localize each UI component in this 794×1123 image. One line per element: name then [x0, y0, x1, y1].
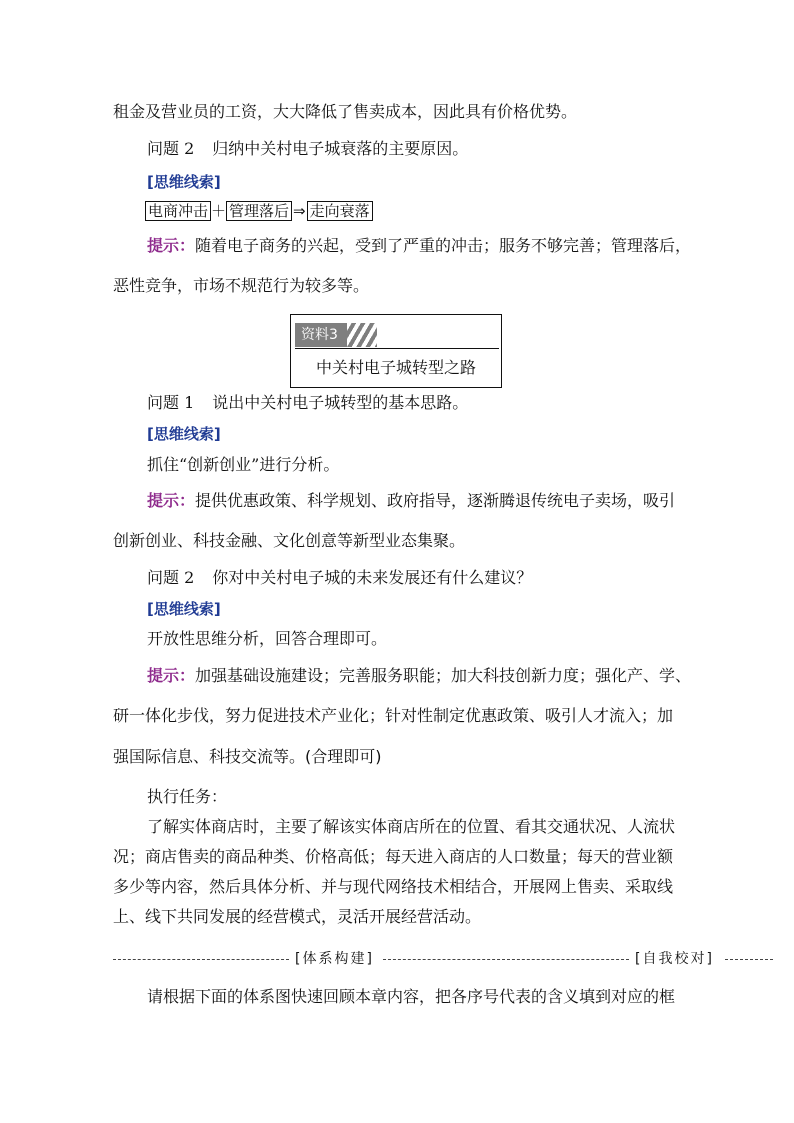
question-label: 问题 2 — [147, 139, 195, 158]
section-tag-self-check: [自我校对] — [631, 948, 718, 970]
clue-text-3: 开放性思维分析，回答合理即可。 — [147, 629, 388, 648]
question-2a — [147, 138, 468, 160]
hint-1-line-1 — [147, 235, 691, 257]
question-text: 归纳中关村电子城衰落的主要原因。 — [212, 139, 469, 158]
clue-label-1: [思维线索] — [147, 173, 221, 191]
final-line: 请根据下面的体系图快速回顾本章内容，把各序号代表的含义填到对应的框 — [147, 987, 676, 1006]
section-tag-system: [体系构建] — [291, 948, 378, 970]
hint-text: 提供优惠政策、科学规划、政府指导，逐渐腾退传统电子卖场，吸引 — [195, 491, 676, 510]
question-label: 问题 1 — [147, 393, 195, 412]
question-2b — [147, 567, 532, 589]
hint-3-line-3: 强国际信息、科技交流等。(合理即可) — [113, 747, 382, 766]
separator-dash — [725, 959, 773, 960]
material-title: 中关村电子城转型之路 — [315, 358, 476, 377]
hint-label: 提示： — [147, 491, 196, 510]
hint-label: 提示： — [147, 236, 196, 255]
hint-2-line-1 — [147, 490, 675, 512]
material-tag-stripes — [347, 323, 377, 347]
section-separator — [113, 948, 773, 970]
material-tag: 资料3 — [295, 323, 371, 347]
clue-label-2: [思维线索] — [147, 425, 221, 443]
hint-text: 加强基础设施建设；完善服务职能；加大科技创新力度；强化产、学、 — [195, 666, 692, 685]
chain-item-management: 管理落后 — [226, 201, 292, 221]
question-label: 问题 2 — [147, 568, 195, 587]
hint-2-line-2: 创新创业、科技金融、文化创意等新型业态集聚。 — [113, 531, 466, 550]
material-header — [295, 321, 499, 349]
task-line-3: 多少等内容，然后具体分析、并与现代网络技术相结合，开展网上售卖、采取线 — [113, 877, 674, 896]
material-box — [290, 314, 502, 388]
clue-text-2: 抓住“创新创业”进行分析。 — [147, 455, 340, 474]
task-line-2: 况；商店售卖的商品种类、价格高低；每天进入商店的人口数量；每天的营业额 — [113, 847, 674, 866]
task-label: 执行任务： — [147, 787, 228, 806]
hint-3-line-1 — [147, 665, 691, 687]
task-line-4: 上、线下共同发展的经营模式，灵活开展经营活动。 — [113, 907, 482, 926]
chain-item-decline: 走向衰落 — [307, 201, 373, 221]
chain-item-ecommerce: 电商冲击 — [145, 201, 211, 221]
separator-dash — [383, 959, 629, 960]
hint-3-line-2: 研一体化步伐，努力促进技术产业化；针对性制定优惠政策、吸引人才流入；加 — [113, 706, 674, 725]
question-text: 说出中关村电子城转型的基本思路。 — [212, 393, 469, 412]
separator-dash — [113, 959, 289, 960]
chain-arrow: ⇒ — [293, 202, 306, 220]
hint-text: 随着电子商务的兴起，受到了严重的冲击；服务不够完善；管理落后， — [195, 236, 692, 255]
hint-label: 提示： — [147, 666, 196, 685]
question-1b — [147, 392, 468, 414]
clue-label-3: [思维线索] — [147, 600, 221, 618]
question-text: 你对中关村电子城的未来发展还有什么建议？ — [212, 568, 533, 587]
task-line-1: 了解实体商店时，主要了解该实体商店所在的位置、看其交通状况、人流状 — [147, 817, 676, 836]
paragraph-line: 租金及营业员的工资，大大降低了售卖成本，因此具有价格优势。 — [113, 102, 578, 121]
chain-plus: ＋ — [211, 202, 227, 220]
cause-chain — [145, 200, 373, 221]
hint-1-line-2: 恶性竞争，市场不规范行为较多等。 — [113, 276, 370, 295]
